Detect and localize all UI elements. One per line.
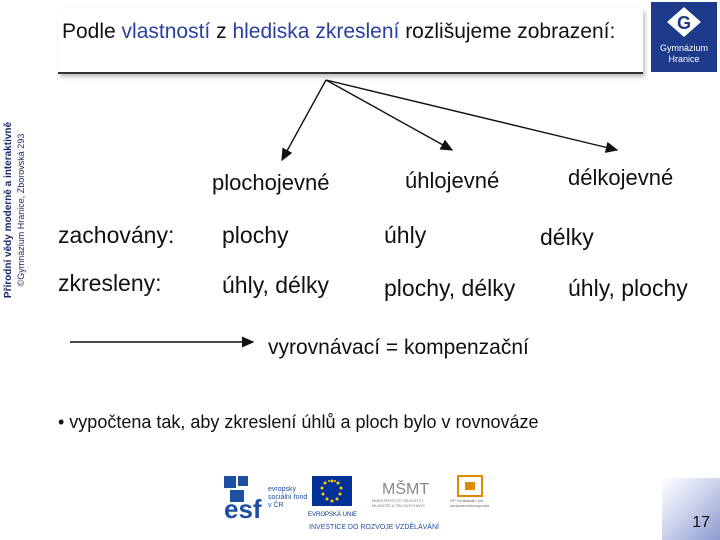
category-delkojevne: délkojevné: [568, 165, 674, 190]
eu-text: EVROPSKÁ UNIE: [308, 512, 358, 518]
preserved-plochojevne: plochy: [222, 222, 289, 248]
msmt-mark: MŠMT: [382, 481, 430, 498]
title-suffix: rozlišujeme zobrazení:: [399, 20, 616, 43]
distorted-uhlojevne: plochy, délky: [384, 275, 516, 301]
arrow-to-delkojevne: [326, 80, 617, 150]
logo-letter: G: [676, 13, 692, 33]
category-uhlojevne: úhlojevné: [405, 168, 500, 193]
msmt-text: MINISTERSTVO ŠKOLSTVÍ, MLÁDEŽE A TĚLOVÝCHOVY: [372, 498, 426, 508]
title-mid: z: [210, 20, 233, 43]
footer-slogan: INVESTICE DO ROZVOJE VZDĚLÁVÁNÍ: [309, 524, 439, 531]
title-prefix: Podle: [62, 20, 122, 43]
footer-logos: [222, 470, 502, 536]
distorted-delkojevne: úhly, plochy: [568, 275, 688, 301]
esf-mark: esf: [224, 494, 262, 524]
compensation-label: vyrovnávací = kompenzační: [268, 336, 529, 359]
distorted-plochojevne: úhly, délky: [222, 272, 329, 298]
arrow-to-plochojevne: [282, 80, 326, 160]
preserved-uhlojevne: úhly: [384, 222, 427, 248]
title-highlight-1: vlastností: [121, 20, 211, 43]
msmt-logo: [372, 479, 432, 518]
title-highlight-2: hlediska zkreslení: [232, 20, 400, 43]
side-credit-school: ©Gymnázium Hranice, Zborovská 293: [16, 133, 26, 287]
eu-flag: [308, 476, 357, 518]
logo-line2: Hranice: [668, 54, 700, 64]
bullet-text: • vypočtena tak, aby zkreslení úhlů a ploch bylo v rovnováze: [58, 412, 539, 432]
logo-line1: Gymnázium: [659, 43, 709, 53]
op-text: OP Vzdělávání pro konkurenceschopnost: [450, 498, 489, 508]
esf-logo: [224, 476, 308, 524]
op-logo: [450, 476, 498, 516]
side-credit-title: Přírodní vědy moderně a interaktivně: [3, 121, 14, 299]
row-label-preserved: zachovány:: [58, 222, 175, 248]
arrow-to-uhlojevne: [326, 80, 452, 150]
page-number: 17: [692, 514, 710, 531]
category-plochojevne: plochojevné: [212, 170, 330, 195]
esf-text: evropský sociální fond v ČR: [268, 486, 308, 509]
preserved-delkojevne: délky: [540, 224, 594, 250]
row-label-distorted: zkresleny:: [58, 270, 162, 296]
page-number-box: [662, 478, 720, 540]
